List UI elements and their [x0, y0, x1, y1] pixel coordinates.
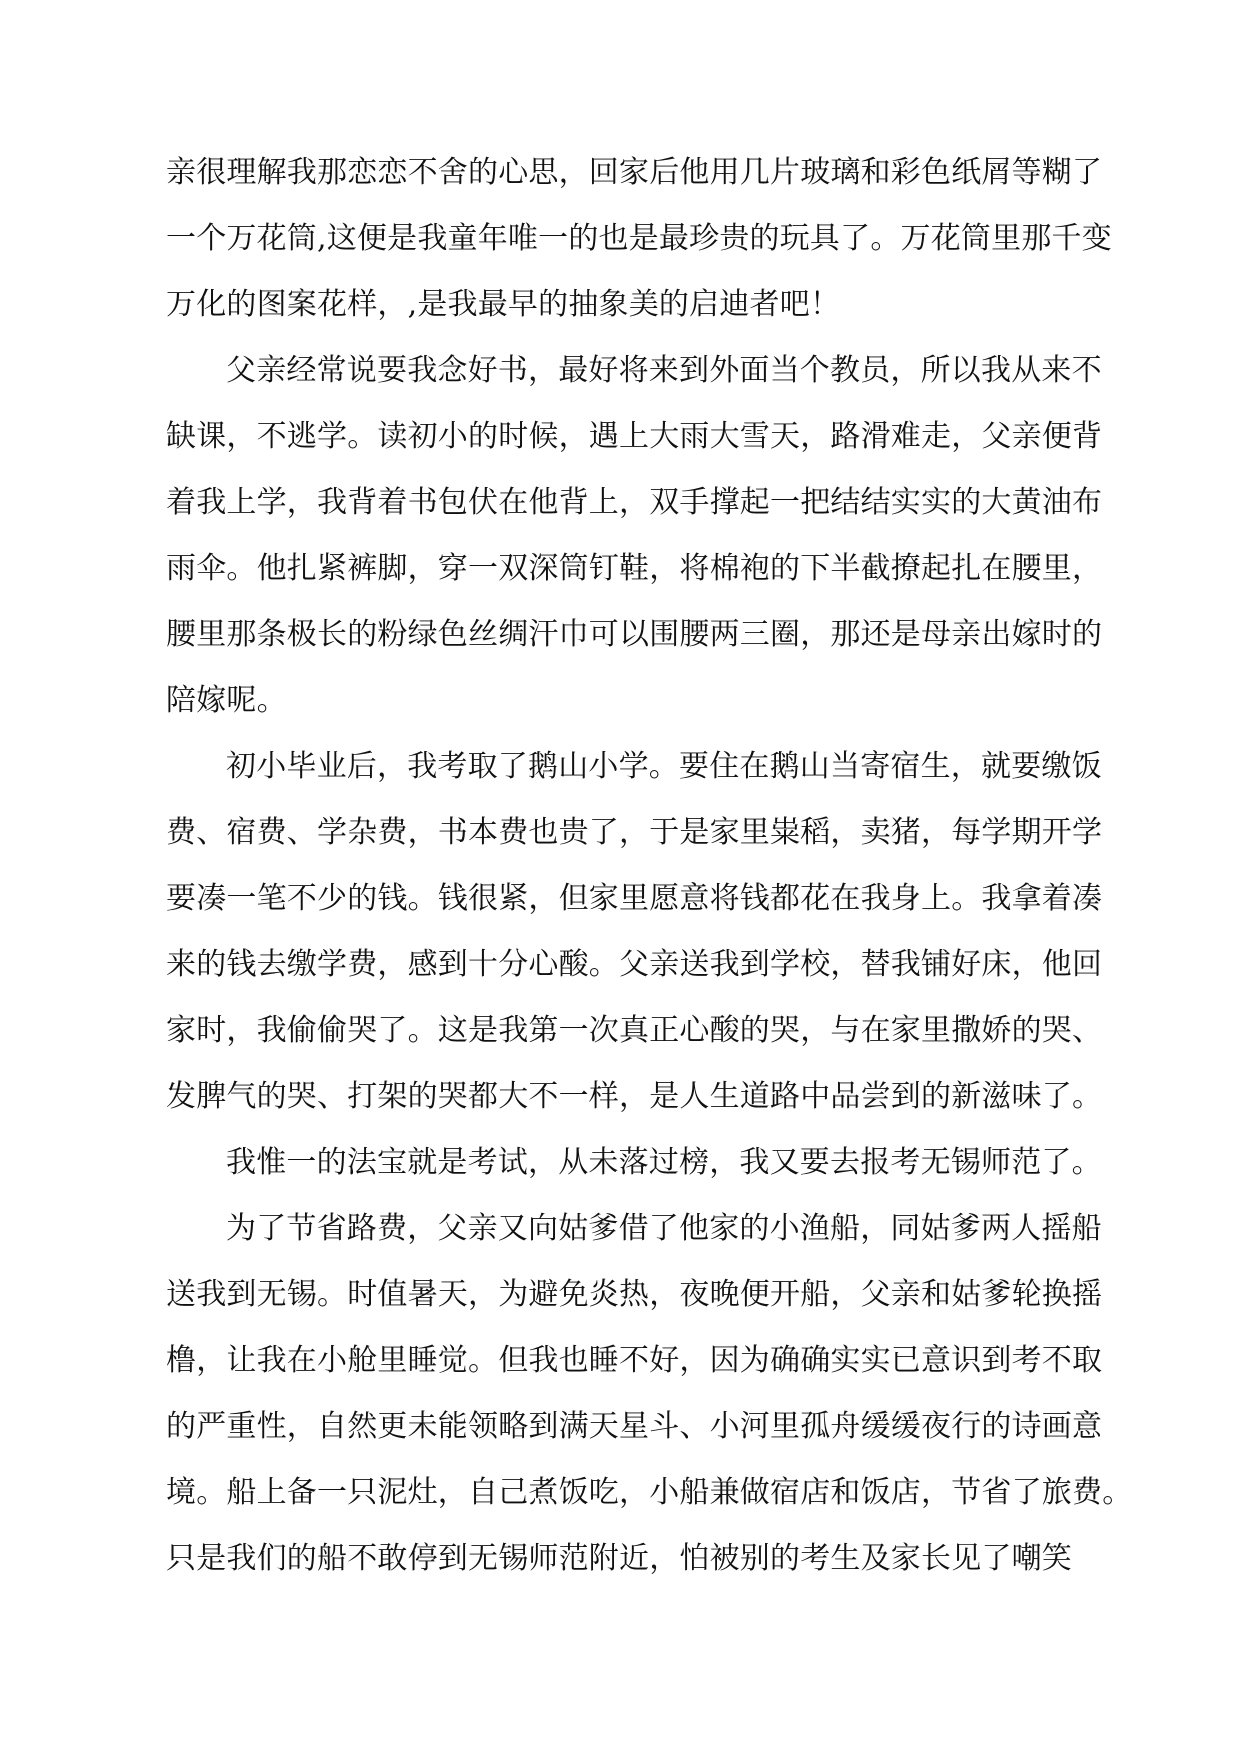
paragraph-3 [166, 734, 1103, 1130]
text-line: 只是我们的船不敢停到无锡师范附近，怕被别的考生及家长见了嘲笑 [166, 1541, 1072, 1576]
paragraph-4 [166, 1130, 1102, 1196]
document-page [166, 140, 1133, 1592]
text-line: 缺课，不逃学。读初小的时候，遇上大雨大雪天，路滑难走，父亲便背 [166, 419, 1103, 454]
paragraph-1 [166, 140, 1112, 338]
text-line: 为了节省路费，父亲又向姑爹借了他家的小渔船，同姑爹两人摇船 [226, 1211, 1102, 1246]
text-line: 初小毕业后，我考取了鹅山小学。要住在鹅山当寄宿生，就要缴饭 [226, 749, 1102, 784]
text-line: 雨伞。他扎紧裤脚，穿一双深筒钉鞋，将棉袍的下半截撩起扎在腰里， [166, 551, 1103, 586]
paragraph-5 [166, 1196, 1133, 1592]
text-line: 父亲经常说要我念好书，最好将来到外面当个教员，所以我从来不 [226, 353, 1102, 388]
text-line: 腰里那条极长的粉绿色丝绸汗巾可以围腰两三圈，那还是母亲出嫁时的 [166, 617, 1103, 652]
text-line: 家时，我偷偷哭了。这是我第一次真正心酸的哭，与在家里撒娇的哭、 [166, 1013, 1103, 1048]
paragraph-2 [166, 338, 1103, 734]
text-line: 费、宿费、学杂费，书本费也贵了，于是家里粜稻，卖猪，每学期开学 [166, 815, 1103, 850]
text-line: 陪嫁呢。 [166, 683, 287, 718]
text-line: 来的钱去缴学费，感到十分心酸。父亲送我到学校，替我铺好床，他回 [166, 947, 1103, 982]
text-line: 境。船上备一只泥灶，自己煮饭吃，小船兼做宿店和饭店，节省了旅费。 [166, 1475, 1133, 1510]
text-line: 要凑一笔不少的钱。钱很紧，但家里愿意将钱都花在我身上。我拿着凑 [166, 881, 1103, 916]
text-line: 亲很理解我那恋恋不舍的心思，回家后他用几片玻璃和彩色纸屑等糊了 [166, 155, 1103, 190]
text-line: 万化的图案花样，,是我最早的抽象美的启迪者吧！ [166, 287, 841, 322]
text-line: 橹，让我在小舱里睡觉。但我也睡不好，因为确确实实已意识到考不取 [166, 1343, 1103, 1378]
text-line: 发脾气的哭、打架的哭都大不一样，是人生道路中品尝到的新滋味了。 [166, 1079, 1103, 1114]
text-line: 着我上学，我背着书包伏在他背上，双手撑起一把结结实实的大黄油布 [166, 485, 1103, 520]
text-line: 一个万花筒,这便是我童年唯一的也是最珍贵的玩具了。万花筒里那千变 [166, 221, 1112, 256]
text-line: 我惟一的法宝就是考试，从未落过榜，我又要去报考无锡师范了。 [226, 1145, 1102, 1180]
text-line: 的严重性，自然更未能领略到满天星斗、小河里孤舟缓缓夜行的诗画意 [166, 1409, 1103, 1444]
text-line: 送我到无锡。时值暑天，为避免炎热，夜晚便开船，父亲和姑爹轮换摇 [166, 1277, 1103, 1312]
